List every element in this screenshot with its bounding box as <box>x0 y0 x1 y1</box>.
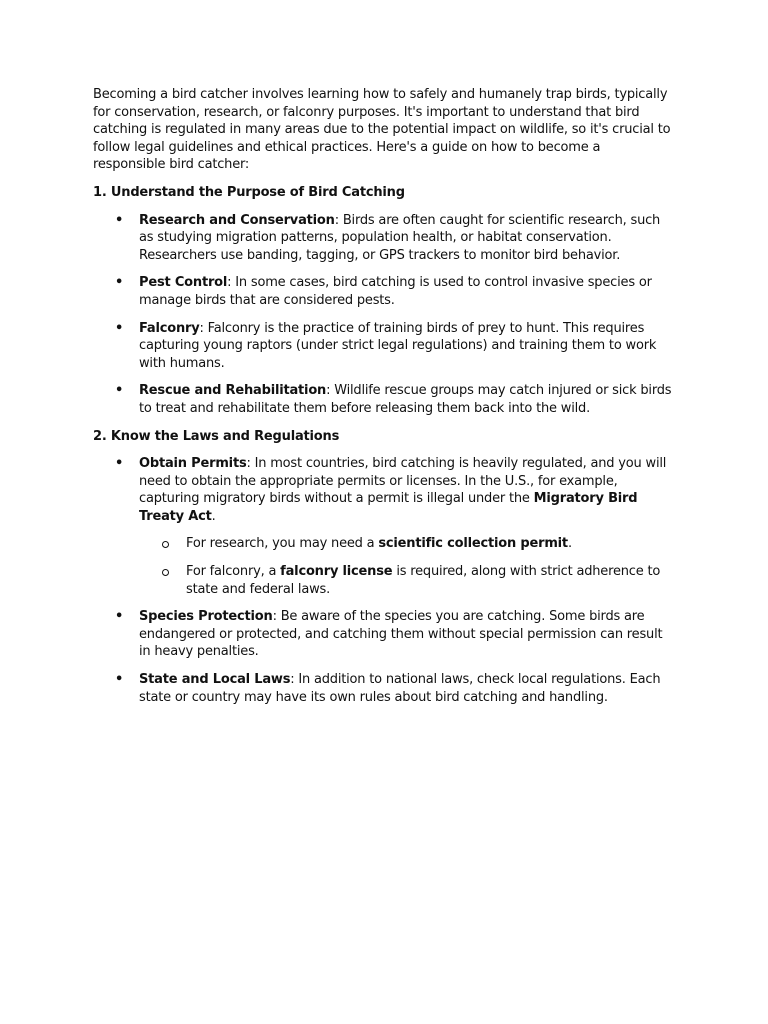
item-text: : In some cases, bird catching is used to control invasive species or manage birds that are considered pests. <box>139 275 652 308</box>
document-page <box>93 86 675 716</box>
item-term: Species Protection <box>139 609 273 625</box>
item-term: Research and Conservation <box>139 212 335 228</box>
act-name: Migratory Bird Treaty Act <box>139 491 638 524</box>
sub-item-bold: falconry license <box>280 564 393 580</box>
item-term: State and Local Laws <box>139 672 291 688</box>
item-text: : In addition to national laws, check local regulations. Each state or country may have its own rules about bird catching and handling. <box>139 672 661 705</box>
permits-sublist <box>139 535 675 598</box>
list-item <box>115 382 675 417</box>
bullet-icon: • <box>115 672 124 688</box>
item-text: : In most countries, bird catching is heavily regulated, and you will need to obtain the appropriate permits or licenses. In the U.S., for example, capturing migratory birds without a permit is illegal under the <box>139 456 667 507</box>
list-item <box>115 608 675 661</box>
intro-paragraph: Becoming a bird catcher involves learning how to safely and humanely trap birds, typically for conservation, research, or falconry purposes. It's important to understand that bird catching is regulated in many areas due to the potential impact on wildlife, so it's crucial to follow legal guidelines and ethical practices. Here's a guide on how to become a responsible bird catcher: <box>93 87 671 173</box>
section-heading-purpose: 1. Understand the Purpose of Bird Catching <box>93 184 405 200</box>
circle-bullet-icon <box>162 541 169 548</box>
sub-item-bold: scientific collection permit <box>378 536 568 552</box>
list-item <box>115 455 675 598</box>
bullet-icon: • <box>115 383 124 399</box>
sub-list-item <box>186 535 675 553</box>
item-term: Falconry <box>139 320 200 336</box>
item-term: Obtain Permits <box>139 456 247 472</box>
circle-bullet-icon <box>162 569 169 576</box>
bullet-icon: • <box>115 275 124 291</box>
item-term: Pest Control <box>139 275 228 291</box>
laws-list <box>93 455 675 706</box>
list-item <box>115 274 675 309</box>
item-text: : Wildlife rescue groups may catch injured or sick birds to treat and rehabilitate them before releasing them back into the wild. <box>139 383 672 416</box>
sub-list-item <box>186 563 675 598</box>
section-heading-laws: 2. Know the Laws and Regulations <box>93 428 340 444</box>
bullet-icon: • <box>115 212 124 228</box>
sub-item-text-end: is required, along with strict adherence to state and federal laws. <box>186 564 661 597</box>
list-item <box>115 212 675 265</box>
bullet-icon: • <box>115 320 124 336</box>
list-item <box>115 320 675 373</box>
item-term: Rescue and Rehabilitation <box>139 383 327 399</box>
sub-item-text: For research, you may need a <box>186 536 379 552</box>
sub-item-text: For falconry, a <box>186 564 281 580</box>
purpose-list <box>93 212 675 418</box>
bullet-icon: • <box>115 456 124 472</box>
item-text: : Be aware of the species you are catching. Some birds are endangered or protected, and catching them without special permission can result in heavy penalties. <box>139 609 663 660</box>
sub-item-text-end: . <box>567 536 572 552</box>
item-text: : Falconry is the practice of training birds of prey to hunt. This requires capturing young raptors (under strict legal regulations) and training them to work with humans. <box>139 320 657 371</box>
bullet-icon: • <box>115 609 124 625</box>
item-text: : Birds are often caught for scientific research, such as studying migration patterns, population health, or habitat conservation. Researchers use banding, tagging, or GPS trackers to monitor bird behavior. <box>139 212 661 263</box>
item-text-end: . <box>211 508 216 524</box>
list-item <box>115 671 675 706</box>
